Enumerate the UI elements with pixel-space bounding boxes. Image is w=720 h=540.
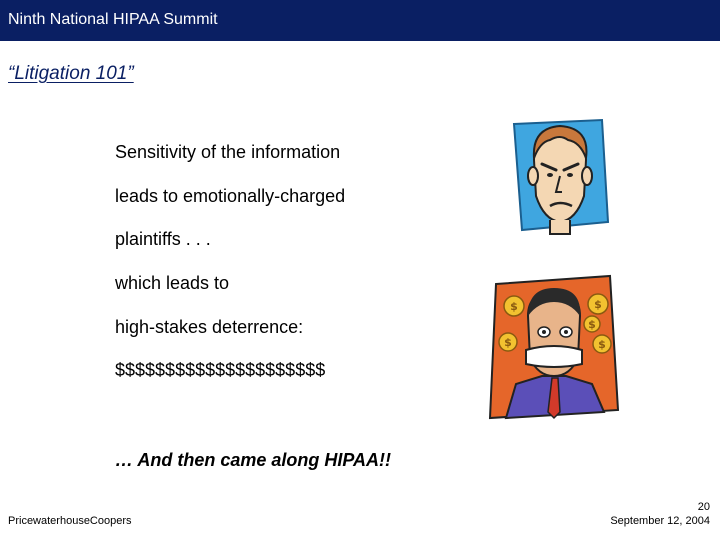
- page-number: 20: [697, 501, 710, 513]
- angry-man-clipart: [476, 118, 636, 244]
- svg-text:$: $: [510, 300, 518, 313]
- bullet-line: Sensitivity of the information: [115, 142, 341, 162]
- header-title: Ninth National HIPAA Summit: [8, 11, 218, 28]
- svg-text:$: $: [588, 318, 596, 331]
- slide-title: “Litigation 101”: [8, 63, 134, 84]
- bullet-line: plaintiffs . . .: [115, 229, 211, 249]
- footer-date: September 12, 2004: [610, 515, 710, 527]
- footer-info: [610, 500, 710, 528]
- svg-text:$: $: [594, 298, 602, 311]
- bullet-line: high-stakes deterrence:: [115, 317, 304, 337]
- header-bar: [0, 0, 720, 41]
- bullet-line: $$$$$$$$$$$$$$$$$$$$$: [115, 360, 326, 380]
- svg-text:$: $: [598, 338, 606, 351]
- closing-line: … And then came along HIPAA!!: [115, 450, 392, 470]
- gagged-man-money-clipart: [486, 272, 622, 422]
- bullet-line: leads to emotionally-charged: [115, 186, 346, 206]
- bullet-line: which leads to: [115, 273, 230, 293]
- footer-brand: PricewaterhouseCoopers: [8, 515, 132, 527]
- svg-text:$: $: [504, 336, 512, 349]
